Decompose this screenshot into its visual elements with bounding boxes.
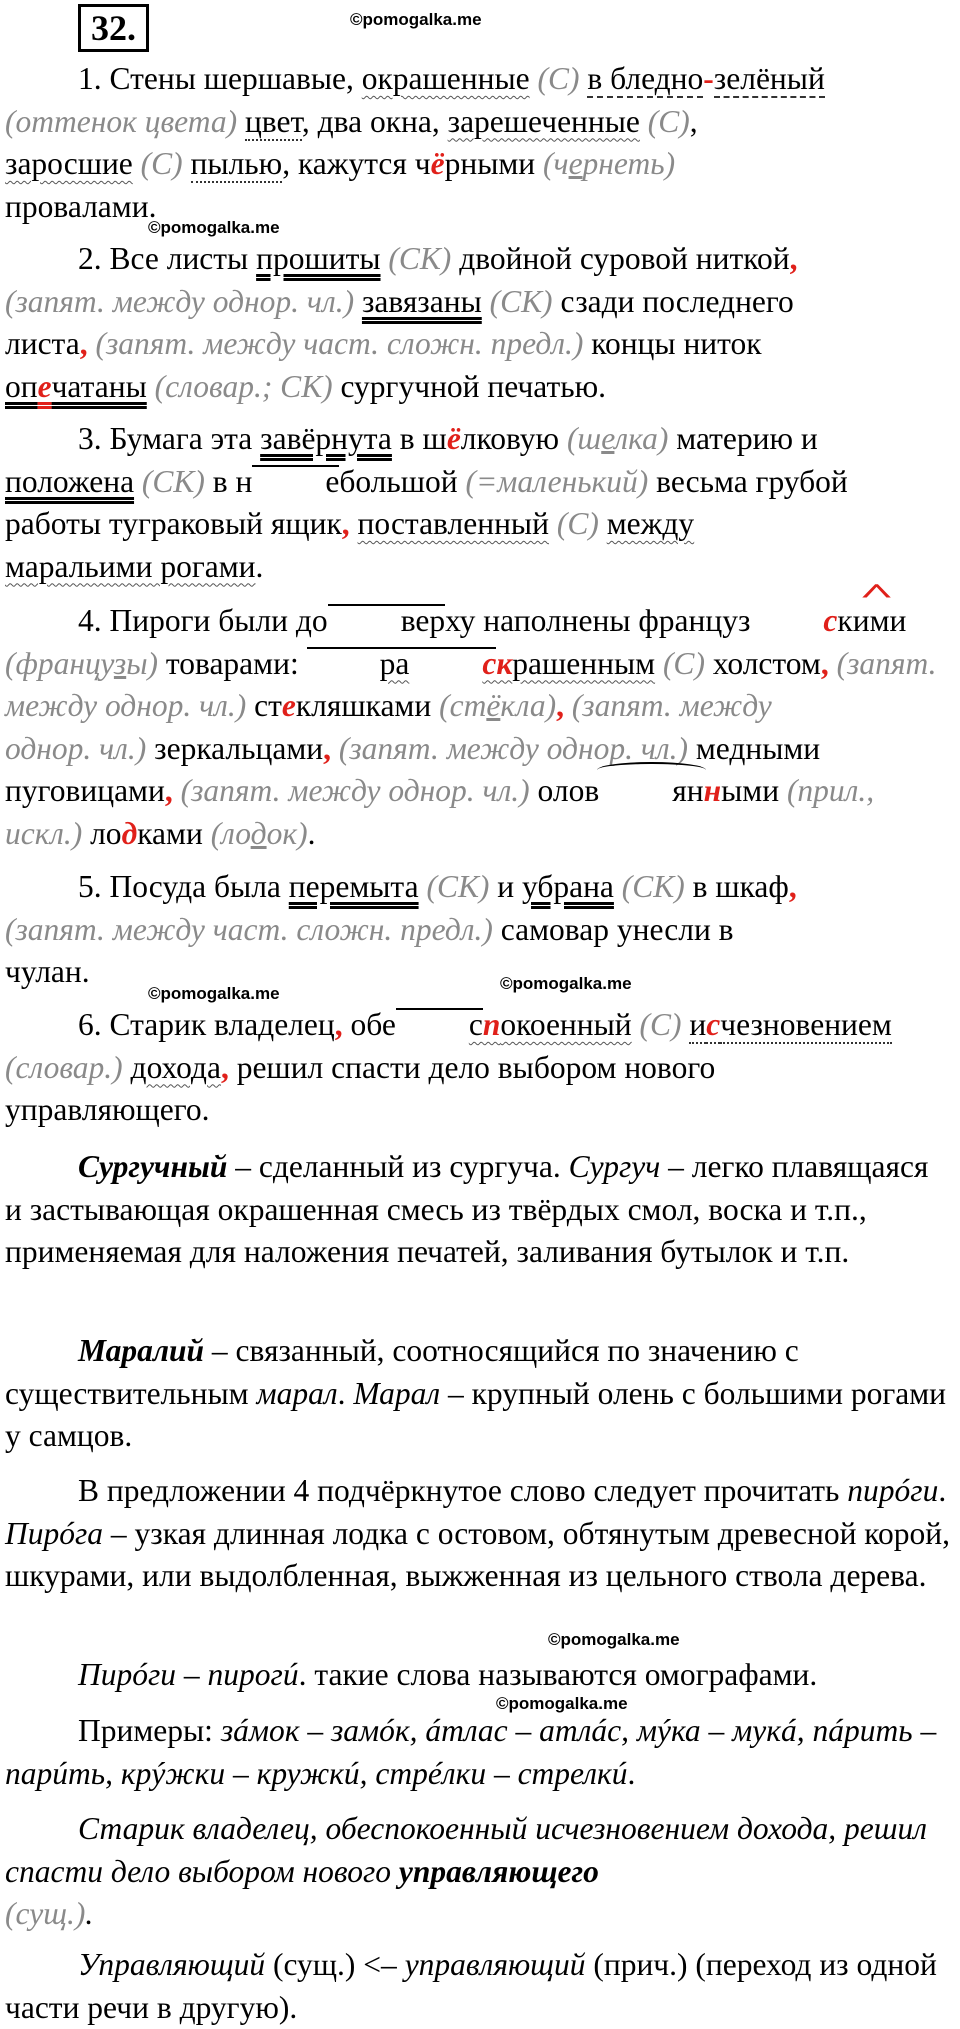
definition-surguchny: Сургучный – сделанный из сургуча. Сургуч – легко плавящаяся и застывающая окрашенная смесь из твёрдых смол, воска и т.п., применяемая для наложения печатей, заливания бутылок и т.п. <box>5 1149 929 1269</box>
watermark: ©pomogalka.me <box>496 1694 628 1713</box>
exercise-number: 32. <box>78 4 149 52</box>
watermark: ©pomogalka.me <box>500 974 632 993</box>
watermark: ©pomogalka.me <box>148 218 280 237</box>
sentence-1: 1. Стены шершавые, окрашенные (С) в бледно-зелёный (оттенок цвета) цвет, два окна, зарешеченные (С), заросшие (С) пылью, кажутся чёрными (чернеть) провалами. <box>5 61 825 224</box>
paragraph-sentence-6-repeat: Старик владелец, обеспокоенный исчезновением дохода, решил спасти дело выбором нового управляющего (сущ.). <box>5 1811 928 1931</box>
sentence-6: 6. Старик владелец, обе спокоенный (С) исчезновением (словар.) дохода, решил спасти дело выбором нового управляющего. <box>5 1007 892 1127</box>
sentence-5: 5. Посуда была перемыта (СК) и убрана (СК) в шкаф, (запят. между част. сложн. предл.) самовар унесли в чулан. <box>5 869 797 989</box>
definition-maraly: Маралий – связанный, соотносящийся по значению с существительным марал. Марал – крупный олень с большими рогами у самцов. <box>5 1333 947 1453</box>
exercise-header <box>78 4 149 52</box>
paragraph-omographs: Пирóги – пирогú. такие слова называются омографами. <box>78 1657 818 1692</box>
watermark: ©pomogalka.me <box>148 984 280 1003</box>
paragraph-examples: Примеры: зáмок – замóк, áтлас – атлáс, мýка – мукá, пáрить – парúть, крýжки – кружкú, стрéлки – стрелкú. <box>5 1713 937 1791</box>
watermark: ©pomogalka.me <box>350 10 482 29</box>
watermark: ©pomogalka.me <box>548 1630 680 1649</box>
sentence-3: 3. Бумага эта завёрнута в шёлковую (шелка) материю и положена (СК) в н ебольшой (=маленький) весьма грубой работы туграковый ящик, поставленный (С) между маральими рогами. <box>5 421 848 584</box>
sentence-4: 4. Пироги были до верху наполнены француз^ скими (французы) товарами: ра скрашенным (С) холстом, (запят. между однор. чл.) стекляшками (стёкла), (запят. между однор. чл.) зеркальцами, (запят. между однор. чл.) медными пуговицами, (запят. между однор. чл.) олов янными (прил., искл.) лодками (лодок). <box>5 600 950 855</box>
sentence-2: 2. Все листы прошиты (СК) двойной суровой ниткой, (запят. между однор. чл.) завязаны (СК) сзади последнего листа, (запят. между част. сложн. предл.) концы ниток опечатаны (словар.; СК) сургучной печатью. <box>5 241 798 404</box>
paragraph-pirogi: В предложении 4 подчёркнутое слово следует прочитать пирóги. Пирóга – узкая длинная лодка с остовом, обтянутым древесной корой, шкурами, или выдолбленная, выжженная из цельного ствола дерева. <box>5 1473 950 1593</box>
paragraph-transition: Управляющий (сущ.) <– управляющий (прич.) (переход из одной части речи в другую). <box>5 1947 937 2025</box>
